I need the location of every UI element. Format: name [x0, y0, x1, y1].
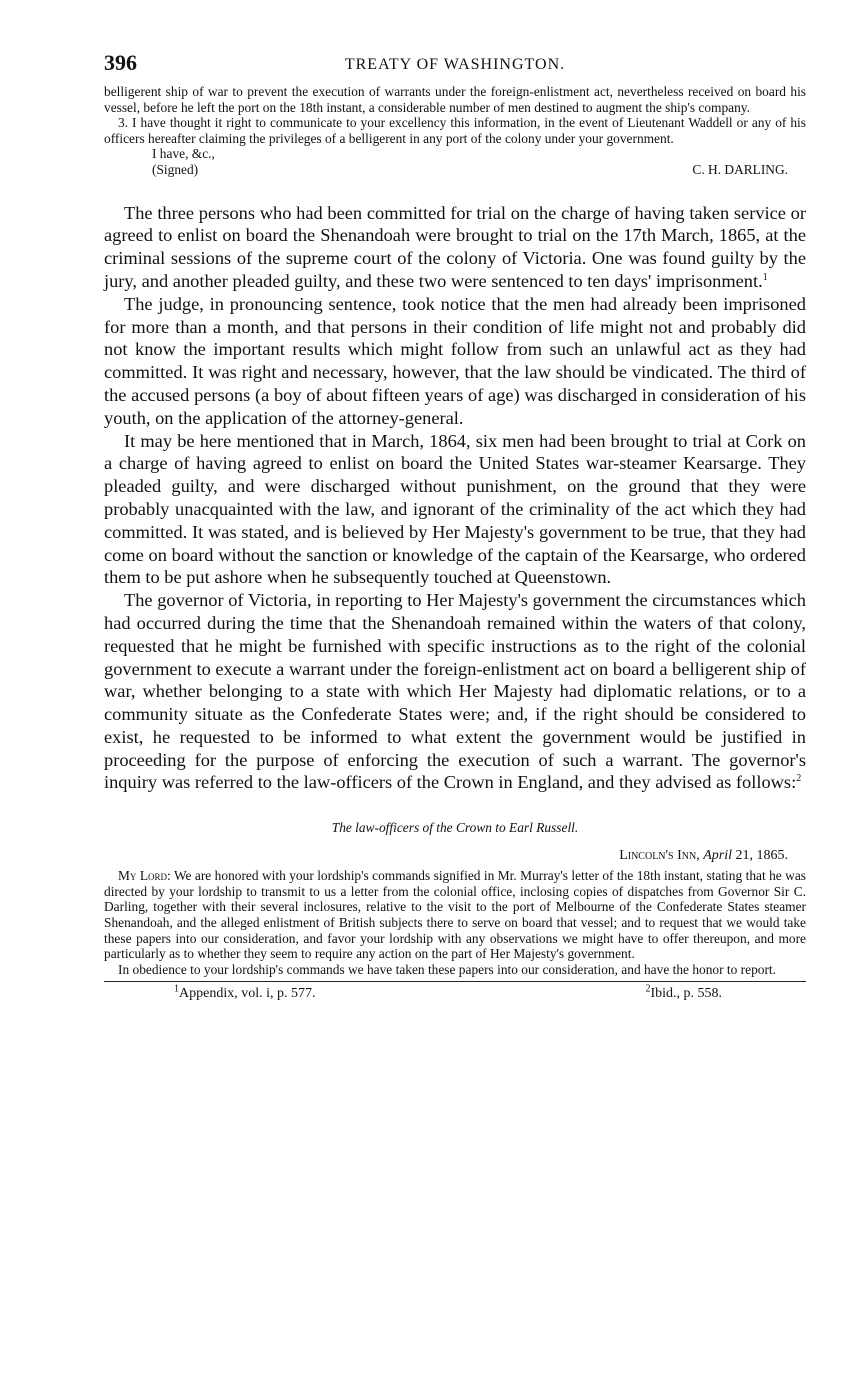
- document-heading: The law-officers of the Crown to Earl Russell.: [331, 820, 579, 836]
- salutation: My Lord:: [118, 868, 171, 884]
- signed-label: (Signed): [152, 161, 199, 177]
- main-text: [104, 202, 806, 795]
- body-paragraph: The three persons who had been committed for trial on the charge of having taken service or agreed to enlist on board the Shenandoah were brought to trial on the 17th March, 1865, at the criminal sessions of the supreme court of the colony of Victoria. One was found guilty by the jury, and another pleaded guilty, and these two were sentenced to ten days' imprisonment.$^1$: [104, 202, 806, 291]
- footnotes: [104, 983, 806, 1002]
- page: [104, 50, 806, 1002]
- running-head: [104, 50, 806, 84]
- letter-paragraph: My Lord: We are honored with your lordship's commands signified in Mr. Murray's letter of the 18th instant, stating that he was directed by your lordship to transmit to us a letter from the colonial office, inclosing copies of dispatches from Governor Sir C. Darling, together with their several inclosures, relative to the visit to the port of Melbourne of the Confederate States steamer Shenandoah, and the alleged enlistment of British subjects there to serve on board that vessel; and to request that we would take these papers into our consideration, and favor your lordship with any observations we might have to offer thereupon, and more particularly as to whether they seem to require any action on the part of Her Majesty's government.: [104, 868, 807, 962]
- signature-line: [104, 162, 806, 178]
- running-title: TREATY OF WASHINGTON.: [344, 56, 566, 73]
- footnote-ref: 2: [796, 773, 802, 785]
- letter-paragraph: belligerent ship of war to prevent the execution of warrants under the foreign-enlistment act, nevertheless received on board his vessel, before he left the port on the 18th instant, a considerable number of men destined to augment the ship's company.: [104, 84, 806, 115]
- footnote-1: $^1$Appendix, vol. i, p. 577.: [174, 983, 316, 1002]
- signer-name: C. H. DARLING.: [692, 161, 788, 177]
- body-paragraph: The judge, in pronouncing sentence, took notice that the men had already been imprisoned for more than a month, and that persons in their condition of life might not and probably did not know the important results which might follow from such an unlawful act as they had committed. It was right and necessary, however, that the law should be vindicated. The third of the accused persons (a boy of about fifteen years of age) was discharged in consideration of his youth, on the application of the attorney-general.: [104, 293, 806, 428]
- letter-paragraph: 3. I have thought it right to communicate to your excellency this information, in the event of Lieutenant Waddell or any of his officers hereafter claiming the privileges of a belligerent in any port of the colony under your government.: [104, 115, 806, 146]
- page-number: 396: [104, 50, 137, 75]
- footnote-ref: 1: [762, 271, 768, 283]
- law-officers-letter: [104, 868, 806, 977]
- footnote-2: $^2$Ibid., p. 558.: [645, 983, 722, 1002]
- body-paragraph: It may be here mentioned that in March, 1864, six men had been brought to trial at Cork on a charge of having agreed to enlist on board the United States war-steamer Kearsarge. They pleaded guilty, and were discharged without punishment, on the ground that they were probably unacquainted with the law, and ignorant of the criminality of the act which they had committed. It was stated, and is believed by Her Majesty's government to be true, that they had come on board without the sanction or knowledge of the captain of the Kearsarge, who ordered them to be put ashore when he subsequently touched at Queenstown.: [104, 430, 806, 588]
- letter-paragraph: In obedience to your lordship's commands we have taken these papers into our consideration, and have the honor to report.: [118, 961, 776, 977]
- letter-closing: I have, &c.,: [152, 146, 215, 162]
- footnote-rule: [104, 981, 806, 982]
- dateline: Lincoln's Inn, April 21, 1865.: [619, 848, 788, 864]
- body-paragraph: The governor of Victoria, in reporting to Her Majesty's government the circumstances which had occurred during the time that the Shenandoah remained within the waters of that colony, requested that he might be furnished with specific instructions as to the right of the colonial government to execute a warrant under the foreign-enlistment act on board a belligerent ship of war, whether belonging to a state with which Her Majesty had diplomatic relations, or to a community situate as the Confederate States were; and, if the right should be considered to exist, he requested to be informed to what extent the government would be justified in proceeding for the purpose of enforcing the execution of such a warrant. The governor's inquiry was referred to the law-officers of the Crown in England, and they advised as follows:$^2$: [104, 590, 806, 793]
- letter-end: [104, 84, 806, 146]
